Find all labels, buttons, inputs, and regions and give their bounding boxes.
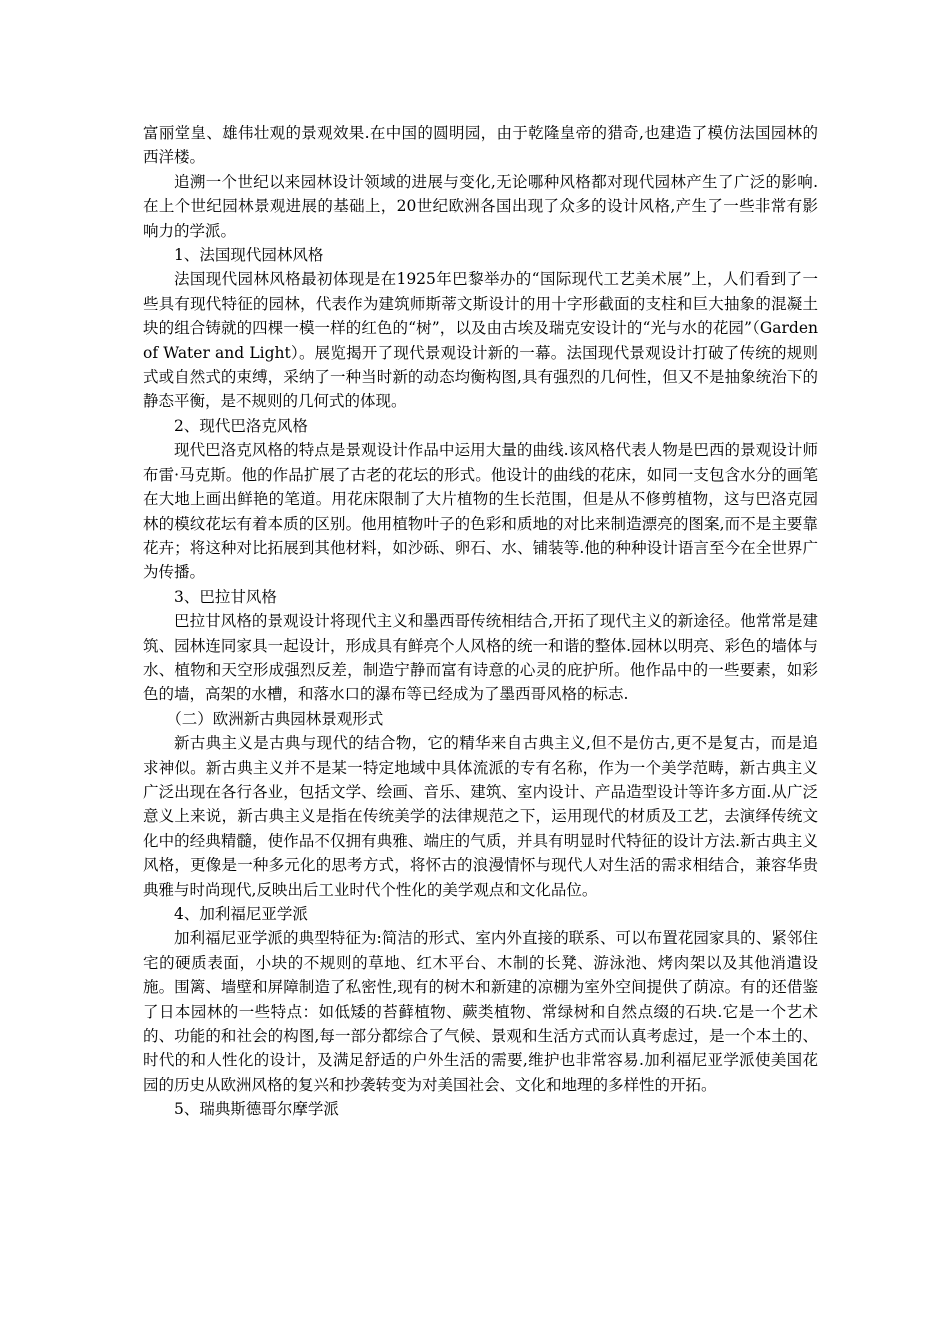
document-body xyxy=(143,121,818,1122)
paragraph: 加利福尼亚学派的典型特征为:简洁的形式、室内外直接的联系、可以布置花园家具的、紧邻住宅的硬质表面，小块的不规则的草地、红木平台、木制的长凳、游泳池、烤肉架以及其他消遣设施。围篱、墙壁和屏障制造了私密性,现有的树木和新建的凉棚为室外空间提供了荫凉。有的还借鉴了日本园林的一些特点：如低矮的苔藓植物、蕨类植物、常绿树和自然点缀的石块.它是一个艺术的、功能的和社会的构图,每一部分都综合了气候、景观和生活方式而认真考虑过，是一个本土的、时代的和人性化的设计，及满足舒适的户外生活的需要,维护也非常容易.加利福尼亚学派使美国花园的历史从欧洲风格的复兴和抄袭转变为对美国社会、文化和地理的多样性的开拓。 xyxy=(143,929,818,1094)
paragraph: 富丽堂皇、雄伟壮观的景观效果.在中国的圆明园，由于乾隆皇帝的猎奇,也建造了模仿法国园林的西洋楼。 xyxy=(143,124,818,167)
section-heading: 4、加利福尼亚学派 xyxy=(174,905,308,923)
paragraph: 新古典主义是古典与现代的结合物，它的精华来自古典主义,但不是仿古,更不是复古，而是追求神似。新古典主义并不是某一特定地域中具体流派的专有名称，作为一个美学范畴，新古典主义广泛出现在各行各业，包括文学、绘画、音乐、建筑、室内设计、产品造型设计等许多方面.从广泛意义上来说，新古典主义是指在传统美学的法律规范之下，运用现代的材质及工艺，去演绎传统文化中的经典精髓，使作品不仅拥有典雅、端庄的气质，并具有明显时代特征的设计方法.新古典主义风格，更像是一种多元化的思考方式，将怀古的浪漫情怀与现代人对生活的需求相结合，兼容华贵典雅与时尚现代,反映出后工业时代个性化的美学观点和文化品位。 xyxy=(143,734,818,899)
paragraph: 追溯一个世纪以来园林设计领域的进展与变化,无论哪种风格都对现代园林产生了广泛的影响.在上个世纪园林景观进展的基础上，20世纪欧洲各国出现了众多的设计风格,产生了一些非常有影响力的学派。 xyxy=(143,172,818,240)
section-heading: 5、瑞典斯德哥尔摩学派 xyxy=(174,1100,339,1119)
section-heading: 2、现代巴洛克风格 xyxy=(174,416,308,435)
paragraph: 法国现代园林风格最初体现是在1925年巴黎举办的“国际现代工艺美术展”上，人们看到了一些具有现代特征的园林，代表作为建筑师斯蒂文斯设计的用十字形截面的支柱和巨大抽象的混凝土块的组合铸就的四棵一模一样的红色的“树”，以及由古埃及瑞克安设计的“光与水的花园”（Garden of Water and Light）。展览揭开了现代景观设计新的一幕。法国现代景观设计打破了传统的规则式或自然式的束缚，采纳了一种当时新的动态均衡构图,具有强烈的几何性，但又不是抽象统治下的静态平衡，是不规则的几何式的体现。 xyxy=(143,270,818,411)
section-heading: 3、巴拉甘风格 xyxy=(174,587,277,606)
paragraph: 巴拉甘风格的景观设计将现代主义和墨西哥传统相结合,开拓了现代主义的新途径。他常常是建筑、园林连同家具一起设计，形成具有鲜亮个人风格的统一和谐的整体.园林以明亮、彩色的墙体与水、植物和天空形成强烈反差，制造宁静而富有诗意的心灵的庇护所。他作品中的一些要素，如彩色的墙，高架的水槽，和落水口的瀑布等已经成为了墨西哥风格的标志. xyxy=(143,612,818,704)
subsection-heading: （二）欧洲新古典园林景观形式 xyxy=(166,709,384,728)
paragraph: 现代巴洛克风格的特点是景观设计作品中运用大量的曲线.该风格代表人物是巴西的景观设计师布雷·马克斯。他的作品扩展了古老的花坛的形式。他设计的曲线的花床，如同一支包含水分的画笔在大地上画出鲜艳的笔道。用花床限制了大片植物的生长范围，但是从不修剪植物，这与巴洛克园林的模纹花坛有着本质的区别。他用植物叶子的色彩和质地的对比来制造漂亮的图案,而不是主要靠花卉；将这种对比拓展到其他材料，如沙砾、卵石、水、铺装等.他的种种设计语言至今在全世界广为传播。 xyxy=(143,441,818,582)
section-heading: 1、法国现代园林风格 xyxy=(174,246,324,265)
